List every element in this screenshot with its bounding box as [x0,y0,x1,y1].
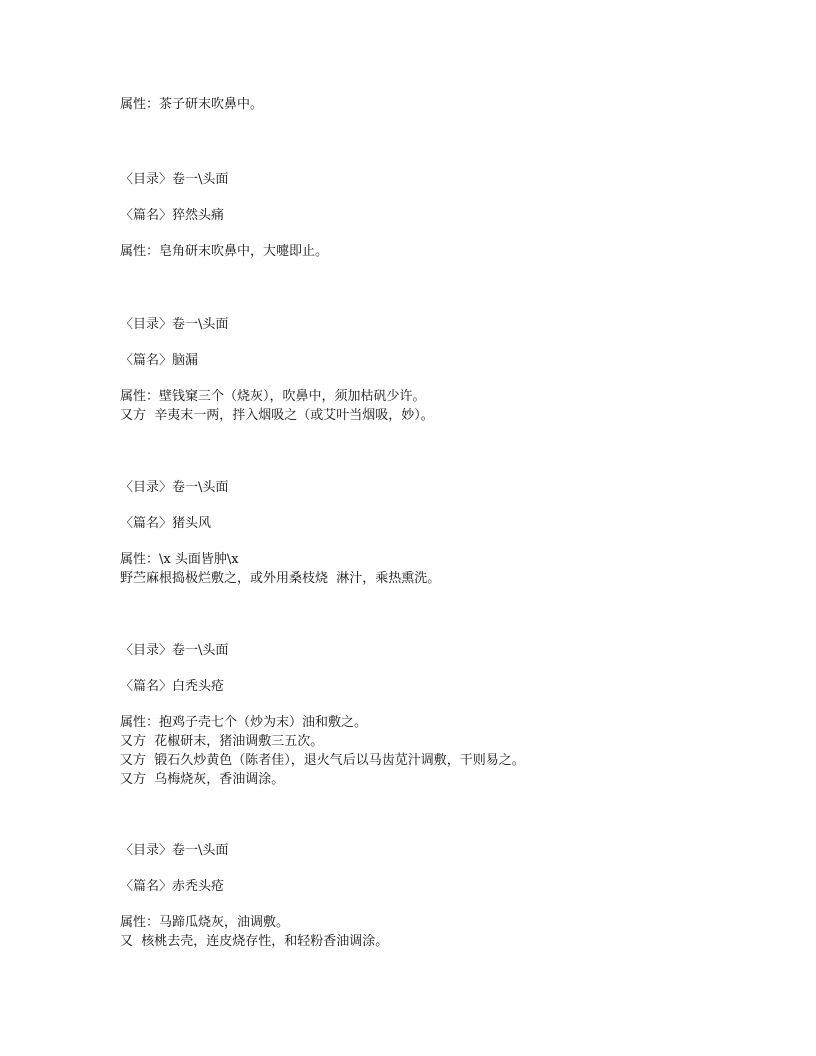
catalog-line: 〈目录〉卷一\头面 [120,643,229,658]
attribute-line: 属性：马蹄瓜烧灰，油调敷。 [120,915,290,930]
remedy-line: 又方 花椒研末，猪油调敷三五次。 [120,734,324,749]
remedy-line: 野苎麻根捣极烂敷之，或外用桑枝烧 淋汁，乘热熏洗。 [120,571,441,586]
title-line: 〈篇名〉猪头风 [120,516,212,531]
attribute-line: 属性：茶子研末吹鼻中。 [120,97,264,112]
remedy-line: 又 核桃去壳，连皮烧存性，和轻粉香油调涂。 [120,934,389,949]
catalog-line: 〈目录〉卷一\头面 [120,480,229,495]
catalog-line: 〈目录〉卷一\头面 [120,843,229,858]
attribute-line: 属性：\x 头面皆肿\x [120,552,239,567]
title-line: 〈篇名〉赤秃头疮 [120,879,225,894]
title-line: 〈篇名〉白秃头疮 [120,679,225,694]
remedy-line: 又方 乌梅烧灰，香油调涂。 [120,772,285,787]
catalog-line: 〈目录〉卷一\头面 [120,172,229,187]
title-line: 〈篇名〉猝然头痛 [120,208,225,223]
catalog-line: 〈目录〉卷一\头面 [120,317,229,332]
remedy-line: 又方 辛夷末一两，拌入烟吸之（或艾叶当烟吸，妙）。 [120,408,434,423]
title-line: 〈篇名〉脑漏 [120,353,199,368]
remedy-line: 又方 锻石久炒黄色（陈者佳），退火气后以马齿苋汁调敷，干则易之。 [120,753,525,768]
attribute-line: 属性：抱鸡子壳七个（炒为末）油和敷之。 [120,715,368,730]
attribute-line: 属性：壁钱窠三个（烧灰），吹鼻中，须加枯矾少许。 [120,389,426,404]
attribute-line: 属性：皂角研末吹鼻中，大嚏即止。 [120,244,329,259]
